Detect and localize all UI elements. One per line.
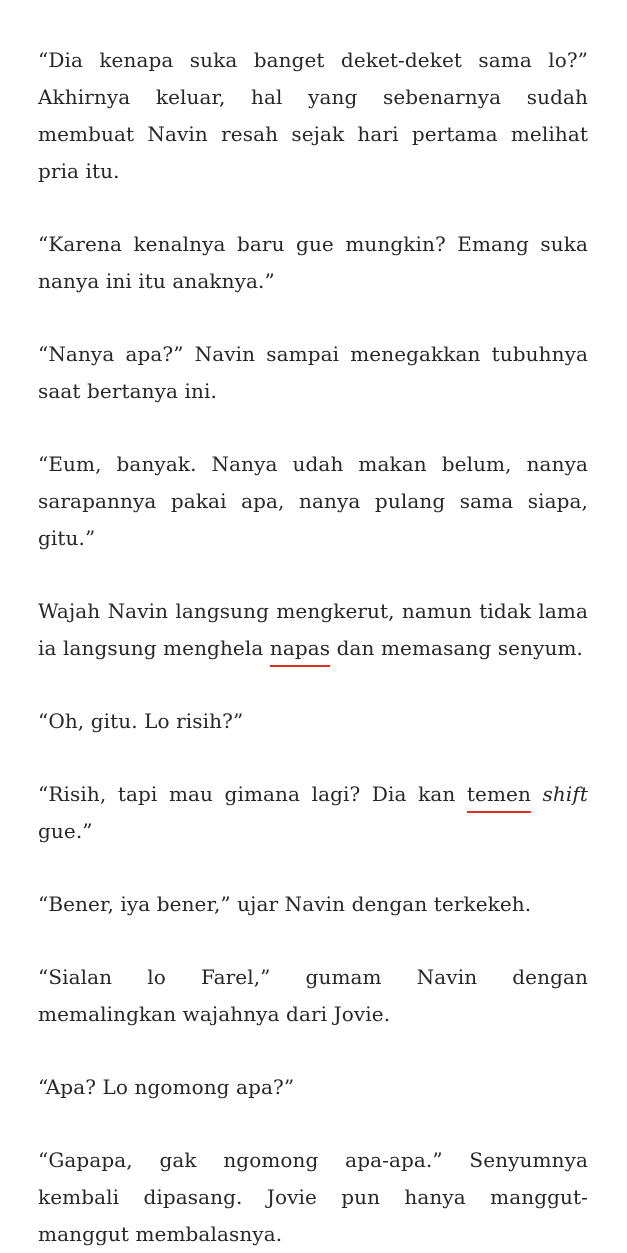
text-segment: “Oh, gitu. Lo risih?”: [38, 709, 244, 733]
paragraph: [38, 776, 588, 850]
text-segment: dan memasang senyum.: [330, 636, 583, 660]
text-segment: “Bener, iya bener,” ujar Navin dengan terkekeh.: [38, 892, 532, 916]
paragraph: [38, 1142, 588, 1253]
text-segment: “Sialan lo Farel,” gumam Navin dengan memalingkan wajahnya dari Jovie.: [38, 965, 588, 1026]
text-segment: [531, 782, 543, 806]
paragraph: [38, 886, 588, 923]
paragraph: [38, 42, 588, 190]
paragraph: [38, 446, 588, 557]
text-segment: “Dia kenapa suka banget deket-deket sama lo?” Akhirnya keluar, hal yang sebenarnya sudah membuat Navin resah sejak hari pertama melihat pria itu.: [38, 48, 588, 183]
text-segment: “Risih, tapi mau gimana lagi? Dia kan: [38, 782, 467, 806]
text-segment: “Karena kenalnya baru gue mungkin? Emang suka nanya ini itu anaknya.”: [38, 232, 588, 293]
paragraph: [38, 703, 588, 740]
text-segment: “Gapapa, gak ngomong apa-apa.” Senyumnya kembali dipasang. Jovie pun hanya manggut-manggut membalasnya.: [38, 1148, 588, 1246]
spellcheck-word: temen: [466, 782, 531, 806]
paragraph: [38, 593, 588, 667]
paragraph: [38, 226, 588, 300]
paragraph: [38, 336, 588, 410]
text-segment: gue.”: [38, 819, 93, 843]
paragraph: [38, 1069, 588, 1106]
text-segment: “Apa? Lo ngomong apa?”: [38, 1075, 295, 1099]
story-text: [38, 42, 588, 1253]
spellcheck-word: napas: [269, 636, 331, 660]
paragraph: [38, 959, 588, 1033]
text-segment: Wajah Navin langsung mengkerut, namun tidak lama ia langsung menghela: [38, 599, 588, 660]
text-segment: “Nanya apa?” Navin sampai menegakkan tubuhnya saat bertanya ini.: [38, 342, 588, 403]
italic-word: shift: [542, 782, 588, 806]
text-segment: “Eum, banyak. Nanya udah makan belum, nanya sarapannya pakai apa, nanya pulang sama siapa, gitu.”: [38, 452, 588, 550]
